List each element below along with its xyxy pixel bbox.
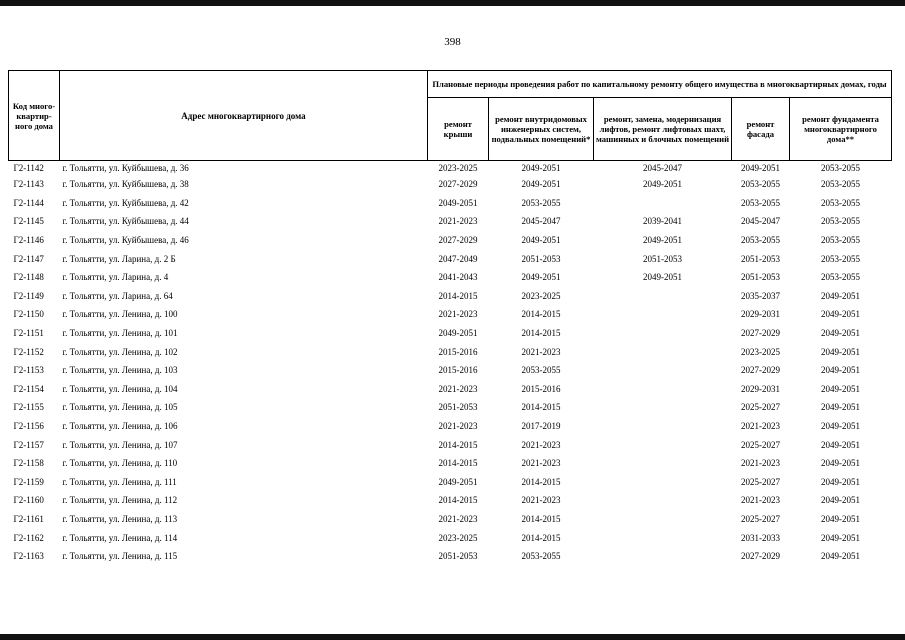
row-roof-period: 2041-2043 xyxy=(438,272,478,283)
row-roof-period: 2014-2015 xyxy=(438,439,478,450)
row-roof-period: 2027-2029 xyxy=(438,235,478,246)
table-row xyxy=(9,547,892,566)
row-address: г. Тольятти, ул. Ленина, д. 104 xyxy=(62,383,178,394)
table-row xyxy=(9,361,892,380)
table-row xyxy=(9,161,892,176)
header-inner-systems: ремонт внутридомовых инженерных систем, подвальных помещений* xyxy=(489,98,594,161)
row-facade-period: 2027-2029 xyxy=(741,328,780,339)
row-lift-period: 2051-2053 xyxy=(643,253,682,264)
row-foundation-period: 2053-2055 xyxy=(821,235,860,246)
row-address: г. Тольятти, ул. Куйбышева, д. 36 xyxy=(62,163,189,173)
row-foundation-period: 2053-2055 xyxy=(821,272,860,283)
row-inner-systems-period: 2049-2051 xyxy=(521,272,561,283)
row-inner-systems-period: 2053-2055 xyxy=(521,365,561,376)
row-inner-systems-period: 2014-2015 xyxy=(521,532,561,543)
row-lift-period xyxy=(594,547,732,566)
table-row xyxy=(9,417,892,436)
header-code: Код много-квартир-ного дома xyxy=(9,71,60,161)
row-address: г. Тольятти, ул. Ленина, д. 112 xyxy=(62,495,178,506)
row-address: г. Тольятти, ул. Ленина, д. 103 xyxy=(62,365,178,376)
row-facade-period: 2035-2037 xyxy=(741,290,780,301)
row-roof-period: 2021-2023 xyxy=(438,513,478,524)
header-periods-title: Плановые периоды проведения работ по капитальному ремонту общего имущества в многоквартирных домах, годы xyxy=(428,71,892,98)
row-lift-period xyxy=(594,510,732,529)
row-lift-period xyxy=(594,324,732,343)
row-facade-period: 2021-2023 xyxy=(741,421,780,432)
row-inner-systems-period: 2021-2023 xyxy=(521,346,561,357)
row-code: Г2-1161 xyxy=(13,513,44,524)
table-row xyxy=(9,398,892,417)
row-inner-systems-period: 2021-2023 xyxy=(521,439,561,450)
row-inner-systems-period: 2017-2019 xyxy=(521,421,561,432)
row-roof-period: 2051-2053 xyxy=(438,551,478,562)
row-facade-period: 2021-2023 xyxy=(741,495,780,506)
row-inner-systems-period: 2014-2015 xyxy=(521,476,561,487)
row-foundation-period: 2049-2051 xyxy=(821,402,860,413)
row-facade-period: 2027-2029 xyxy=(741,365,780,376)
row-address: г. Тольятти, ул. Ларина, д. 2 Б xyxy=(62,253,176,264)
row-foundation-period: 2049-2051 xyxy=(821,421,860,432)
table-row xyxy=(9,435,892,454)
row-address: г. Тольятти, ул. Ленина, д. 107 xyxy=(62,439,178,450)
table-row xyxy=(9,212,892,231)
row-roof-period: 2021-2023 xyxy=(438,309,478,320)
table-row xyxy=(9,473,892,492)
row-roof-period: 2014-2015 xyxy=(438,495,478,506)
row-lift-period xyxy=(594,454,732,473)
row-roof-period: 2023-2025 xyxy=(438,163,478,173)
row-lift-period xyxy=(594,491,732,510)
row-facade-period: 2025-2027 xyxy=(741,476,780,487)
row-facade-period: 2051-2053 xyxy=(741,253,780,264)
row-facade-period: 2053-2055 xyxy=(741,197,780,208)
row-facade-period: 2031-2033 xyxy=(741,532,780,543)
row-facade-period: 2045-2047 xyxy=(741,216,780,227)
row-foundation-period: 2049-2051 xyxy=(821,458,860,469)
row-roof-period: 2051-2053 xyxy=(438,402,478,413)
row-code: Г2-1150 xyxy=(13,309,44,320)
table-row xyxy=(9,454,892,473)
row-roof-period: 2023-2025 xyxy=(438,532,478,543)
row-facade-period: 2053-2055 xyxy=(741,179,780,190)
row-inner-systems-period: 2014-2015 xyxy=(521,513,561,524)
row-address: г. Тольятти, ул. Ленина, д. 114 xyxy=(62,532,178,543)
table-row xyxy=(9,249,892,268)
row-roof-period: 2049-2051 xyxy=(438,197,478,208)
row-foundation-period: 2049-2051 xyxy=(821,383,860,394)
row-roof-period: 2014-2015 xyxy=(438,458,478,469)
row-foundation-period: 2053-2055 xyxy=(821,179,860,190)
row-code: Г2-1156 xyxy=(13,421,44,432)
row-inner-systems-period: 2045-2047 xyxy=(521,216,561,227)
row-facade-period: 2051-2053 xyxy=(741,272,780,283)
table-row xyxy=(9,324,892,343)
row-code: Г2-1146 xyxy=(13,235,44,246)
table-body xyxy=(9,161,892,566)
table-row xyxy=(9,380,892,399)
row-inner-systems-period: 2053-2055 xyxy=(521,197,561,208)
page-number: 398 xyxy=(444,36,461,48)
row-code: Г2-1143 xyxy=(13,179,44,190)
row-facade-period: 2053-2055 xyxy=(741,235,780,246)
row-lift-period xyxy=(594,398,732,417)
table-row xyxy=(9,528,892,547)
row-code: Г2-1148 xyxy=(13,272,44,283)
row-facade-period: 2025-2027 xyxy=(741,439,780,450)
table-header xyxy=(9,71,892,161)
table-row xyxy=(9,342,892,361)
row-lift-period: 2049-2051 xyxy=(643,179,682,190)
row-foundation-period: 2049-2051 xyxy=(821,476,860,487)
row-code: Г2-1155 xyxy=(13,402,44,413)
row-code: Г2-1145 xyxy=(13,216,44,227)
row-code: Г2-1159 xyxy=(13,476,44,487)
row-roof-period: 2049-2051 xyxy=(438,476,478,487)
row-foundation-period: 2053-2055 xyxy=(821,163,860,173)
row-inner-systems-period: 2014-2015 xyxy=(521,328,561,339)
table-row xyxy=(9,268,892,287)
row-roof-period: 2015-2016 xyxy=(438,346,478,357)
row-code: Г2-1147 xyxy=(13,253,44,264)
row-foundation-period: 2053-2055 xyxy=(821,216,860,227)
row-inner-systems-period: 2015-2016 xyxy=(521,383,561,394)
row-code: Г2-1157 xyxy=(13,439,44,450)
row-lift-period: 2049-2051 xyxy=(643,272,682,283)
table-row xyxy=(9,510,892,529)
row-code: Г2-1162 xyxy=(13,532,44,543)
row-foundation-period: 2053-2055 xyxy=(821,253,860,264)
row-address: г. Тольятти, ул. Куйбышева, д. 44 xyxy=(62,216,189,227)
row-facade-period: 2049-2051 xyxy=(741,163,780,173)
row-facade-period: 2021-2023 xyxy=(741,458,780,469)
row-lift-period xyxy=(594,342,732,361)
row-address: г. Тольятти, ул. Куйбышева, д. 38 xyxy=(62,179,189,190)
row-foundation-period: 2053-2055 xyxy=(821,197,860,208)
table-row xyxy=(9,305,892,324)
row-inner-systems-period: 2049-2051 xyxy=(521,163,561,173)
row-address: г. Тольятти, ул. Куйбышева, д. 46 xyxy=(62,235,189,246)
row-address: г. Тольятти, ул. Ленина, д. 105 xyxy=(62,402,178,413)
table-row xyxy=(9,175,892,194)
row-lift-period xyxy=(594,417,732,436)
row-address: г. Тольятти, ул. Ленина, д. 102 xyxy=(62,346,178,357)
header-roof: ремонт крыши xyxy=(428,98,489,161)
table-row xyxy=(9,287,892,306)
row-code: Г2-1142 xyxy=(13,163,44,173)
row-roof-period: 2014-2015 xyxy=(438,290,478,301)
row-foundation-period: 2049-2051 xyxy=(821,346,860,357)
row-lift-period xyxy=(594,473,732,492)
header-facade: ремонт фасада xyxy=(732,98,790,161)
row-address: г. Тольятти, ул. Ларина, д. 4 xyxy=(62,272,169,283)
row-inner-systems-period: 2049-2051 xyxy=(521,179,561,190)
row-lift-period: 2045-2047 xyxy=(643,163,682,173)
row-foundation-period: 2049-2051 xyxy=(821,551,860,562)
row-address: г. Тольятти, ул. Ленина, д. 101 xyxy=(62,328,178,339)
table-row xyxy=(9,231,892,250)
row-inner-systems-period: 2021-2023 xyxy=(521,495,561,506)
row-address: г. Тольятти, ул. Ленина, д. 110 xyxy=(62,458,178,469)
row-lift-period xyxy=(594,287,732,306)
row-roof-period: 2021-2023 xyxy=(438,421,478,432)
row-address: г. Тольятти, ул. Ленина, д. 115 xyxy=(62,551,178,562)
row-facade-period: 2027-2029 xyxy=(741,551,780,562)
row-foundation-period: 2049-2051 xyxy=(821,365,860,376)
row-foundation-period: 2049-2051 xyxy=(821,532,860,543)
row-facade-period: 2025-2027 xyxy=(741,513,780,524)
row-code: Г2-1160 xyxy=(13,495,44,506)
row-address: г. Тольятти, ул. Ленина, д. 111 xyxy=(62,476,177,487)
row-code: Г2-1158 xyxy=(13,458,44,469)
row-address: г. Тольятти, ул. Ленина, д. 113 xyxy=(62,513,178,524)
row-foundation-period: 2049-2051 xyxy=(821,439,860,450)
row-roof-period: 2021-2023 xyxy=(438,383,478,394)
row-code: Г2-1144 xyxy=(13,197,44,208)
row-inner-systems-period: 2053-2055 xyxy=(521,551,561,562)
row-facade-period: 2029-2031 xyxy=(741,309,780,320)
row-lift-period: 2049-2051 xyxy=(643,235,682,246)
row-lift-period xyxy=(594,380,732,399)
row-foundation-period: 2049-2051 xyxy=(821,513,860,524)
row-roof-period: 2021-2023 xyxy=(438,216,478,227)
row-foundation-period: 2049-2051 xyxy=(821,328,860,339)
row-address: г. Тольятти, ул. Ларина, д. 64 xyxy=(62,290,173,301)
top-border xyxy=(0,0,905,6)
row-inner-systems-period: 2014-2015 xyxy=(521,402,561,413)
row-inner-systems-period: 2049-2051 xyxy=(521,235,561,246)
row-facade-period: 2025-2027 xyxy=(741,402,780,413)
row-inner-systems-period: 2021-2023 xyxy=(521,458,561,469)
row-roof-period: 2047-2049 xyxy=(438,253,478,264)
row-lift-period xyxy=(594,361,732,380)
row-foundation-period: 2049-2051 xyxy=(821,290,860,301)
row-facade-period: 2029-2031 xyxy=(741,383,780,394)
row-lift-period xyxy=(594,194,732,213)
row-foundation-period: 2049-2051 xyxy=(821,495,860,506)
repair-schedule-table xyxy=(8,70,892,565)
row-inner-systems-period: 2014-2015 xyxy=(521,309,561,320)
row-code: Г2-1154 xyxy=(13,383,44,394)
row-inner-systems-period: 2023-2025 xyxy=(521,290,561,301)
row-roof-period: 2015-2016 xyxy=(438,365,478,376)
row-lift-period xyxy=(594,435,732,454)
row-code: Г2-1153 xyxy=(13,365,44,376)
row-lift-period xyxy=(594,305,732,324)
table-row xyxy=(9,491,892,510)
row-code: Г2-1149 xyxy=(13,290,44,301)
row-code: Г2-1151 xyxy=(13,328,44,339)
header-foundation: ремонт фундамента многоквартирного дома** xyxy=(790,98,892,161)
row-address: г. Тольятти, ул. Ленина, д. 100 xyxy=(62,309,178,320)
row-roof-period: 2027-2029 xyxy=(438,179,478,190)
row-facade-period: 2023-2025 xyxy=(741,346,780,357)
header-address: Адрес многоквартирного дома xyxy=(60,71,428,161)
row-lift-period xyxy=(594,528,732,547)
header-lifts: ремонт, замена, модернизация лифтов, ремонт лифтовых шахт, машинных и блочных помещений xyxy=(594,98,732,161)
row-address: г. Тольятти, ул. Ленина, д. 106 xyxy=(62,421,178,432)
row-inner-systems-period: 2051-2053 xyxy=(521,253,561,264)
row-roof-period: 2049-2051 xyxy=(438,328,478,339)
row-address: г. Тольятти, ул. Куйбышева, д. 42 xyxy=(62,197,189,208)
table-row xyxy=(9,194,892,213)
row-foundation-period: 2049-2051 xyxy=(821,309,860,320)
row-code: Г2-1152 xyxy=(13,346,44,357)
row-lift-period: 2039-2041 xyxy=(643,216,682,227)
row-code: Г2-1163 xyxy=(13,551,44,562)
bottom-border xyxy=(0,634,905,640)
